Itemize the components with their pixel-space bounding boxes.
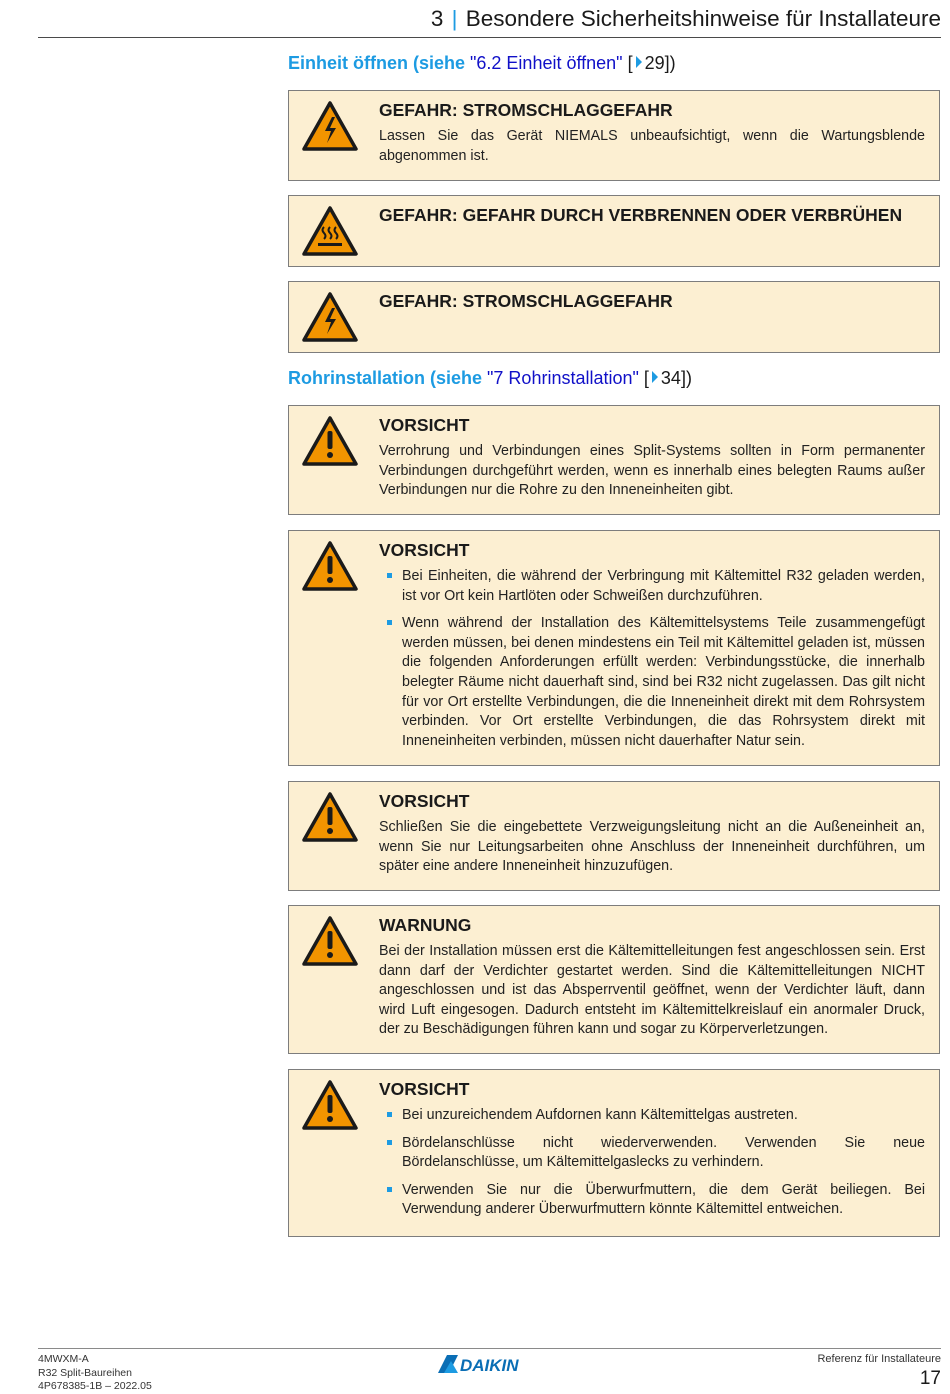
page-pointer-icon <box>652 371 658 383</box>
bracket-open: [ <box>622 53 633 73</box>
list-item <box>379 614 925 751</box>
list-item-text: Wenn während der Installation des Kältemittelsystems Teile zusammengefügt werden müssen, bei denen mindestens ein Teil mit Kältemittel geladen ist, müssen die folgenden Anforderungen erfüllt werden: Verbindungsstücke, die innerhalb belegter Räume nicht dauerhaft sind, sind bei R32 nicht zugelassen. Das gilt nicht für vor Ort erstellte Verbindungen, die die Inneneinheit direkt mit dem Rohrsystem verbinden. Vor Ort erstellte Verbindungen, die das Rohrsystem direkt mit Inneneinheiten verbinden, müssen nicht dauerhafter Natur sein. <box>402 615 925 749</box>
caution-icon <box>301 791 359 843</box>
electric-hazard-icon <box>301 100 359 152</box>
electric-hazard-icon <box>301 291 359 343</box>
section-heading-label: Rohrinstallation (siehe <box>288 368 488 388</box>
page-reference[interactable]: 29 <box>644 53 665 73</box>
series-name: R32 Split-Baureihen <box>38 1366 132 1379</box>
caution-box <box>288 1069 940 1237</box>
list-item-text: Bei unzureichendem Aufdornen kann Kältemittelgas austreten. <box>402 1107 798 1123</box>
danger-box <box>288 195 940 267</box>
box-title: VORSICHT <box>379 791 470 811</box>
chapter-title: Besondere Sicherheitshinweise für Installateure <box>465 6 941 31</box>
list-item-text: Bei Einheiten, die während der Verbringung mit Kältemittel R32 geladen werden, ist vor Ort kein Hartlöten oder Schweißen durchzuführen. <box>402 568 925 604</box>
box-title: VORSICHT <box>379 415 470 435</box>
caution-icon <box>301 540 359 592</box>
bracket-open: [ <box>638 368 649 388</box>
box-title: GEFAHR: GEFAHR DURCH VERBRENNEN ODER VERBRÜHEN <box>379 205 903 225</box>
box-text: Schließen Sie die eingebettete Verzweigungsleitung nicht an die Außeneinheit an, wenn Sie nur Leitungsarbeiten ohne Anschluss der Inneneinheit durchführen, um später eine andere Inneneinheit hinzuzufügen. <box>379 819 925 875</box>
section-heading-label: Einheit öffnen (siehe <box>288 53 471 73</box>
document-type: Referenz für Installateure <box>817 1353 941 1365</box>
list-item-text: Bördelanschlüsse nicht wiederverwenden. Verwenden Sie neue Bördelanschlüsse, um Kältemittelgaslecks zu verhindern. <box>402 1134 925 1171</box>
section-heading-einheit-oeffnen <box>288 53 676 74</box>
box-title: GEFAHR: STROMSCHLAGGEFAHR <box>379 291 673 311</box>
logo-text: DAIKIN <box>460 1356 519 1375</box>
warning-box <box>288 905 940 1054</box>
list-item <box>379 567 925 606</box>
bullet-list <box>379 567 925 751</box>
bullet-icon <box>387 573 392 578</box>
section-heading-rohrinstallation <box>288 368 692 389</box>
box-title: GEFAHR: STROMSCHLAGGEFAHR <box>379 100 673 120</box>
box-text: Lassen Sie das Gerät NIEMALS unbeaufsichtigt, wenn die Wartungsblende abgenommen ist. <box>379 128 925 164</box>
page-number: 17 <box>919 1368 941 1389</box>
chapter-number: 3 <box>430 6 444 31</box>
bracket-close: ]) <box>680 368 692 388</box>
bullet-icon <box>387 1187 392 1192</box>
caution-icon <box>301 915 359 967</box>
bullet-list <box>379 1106 925 1220</box>
bullet-icon <box>387 1112 392 1117</box>
caution-box <box>288 781 940 891</box>
caution-icon <box>301 1079 359 1131</box>
hot-surface-icon <box>301 205 359 257</box>
model-name: 4MWXM-A <box>38 1353 89 1365</box>
box-title: VORSICHT <box>379 540 470 560</box>
box-text: Verrohrung und Verbindungen eines Split-Systems sollten in Form permanenter Verbindungen durchgeführt werden, wenn es innerhalb eines belegten Raums außer Verbindungen nur die Rohre zu den Inneneinheiten gibt. <box>379 443 925 499</box>
list-item-text: Verwenden Sie nur die Überwurfmuttern, die dem Gerät beiliegen. Bei Verwendung anderer Überwurfmuttern könnte Kältemittel entweichen. <box>402 1181 925 1218</box>
danger-box <box>288 281 940 353</box>
box-title: WARNUNG <box>379 915 472 935</box>
box-text: Bei der Installation müssen erst die Kältemittelleitungen fest angeschlossen sein. Erst dann darf der Verdichter gestartet werden. Sind die Kältemittelleitungen NICHT angeschlossen und ist das Absperrventil geöffnet, wenn der Verdichter läuft, dann wird Luft eingesogen. Dadurch entsteht im Kältemittelkreislauf ein anormaler Druck, der zu Beschädigungen führen kann und sogar zu Körperverletzungen. <box>379 943 925 1038</box>
header-divider <box>38 37 941 38</box>
footer-info <box>38 1353 152 1394</box>
caution-icon <box>301 415 359 467</box>
header-separator: | <box>451 6 458 31</box>
page-pointer-icon <box>636 56 642 68</box>
cross-reference-link[interactable]: "6.2 Einheit öffnen" <box>470 53 623 73</box>
list-item <box>379 1181 925 1220</box>
page-header <box>431 6 941 32</box>
caution-box <box>288 530 940 766</box>
cross-reference-link[interactable]: "7 Rohrinstallation" <box>487 368 639 388</box>
caution-box <box>288 405 940 515</box>
box-title: VORSICHT <box>379 1079 470 1099</box>
list-item <box>379 1106 925 1126</box>
danger-box <box>288 90 940 181</box>
daikin-logo <box>438 1353 542 1375</box>
bracket-close: ]) <box>664 53 676 73</box>
bullet-icon <box>387 1140 392 1145</box>
list-item <box>379 1134 925 1173</box>
page-reference[interactable]: 34 <box>660 368 681 388</box>
footer-divider <box>38 1348 941 1349</box>
document-id: 4P678385-1B – 2022.05 <box>38 1380 152 1392</box>
bullet-icon <box>387 620 392 625</box>
